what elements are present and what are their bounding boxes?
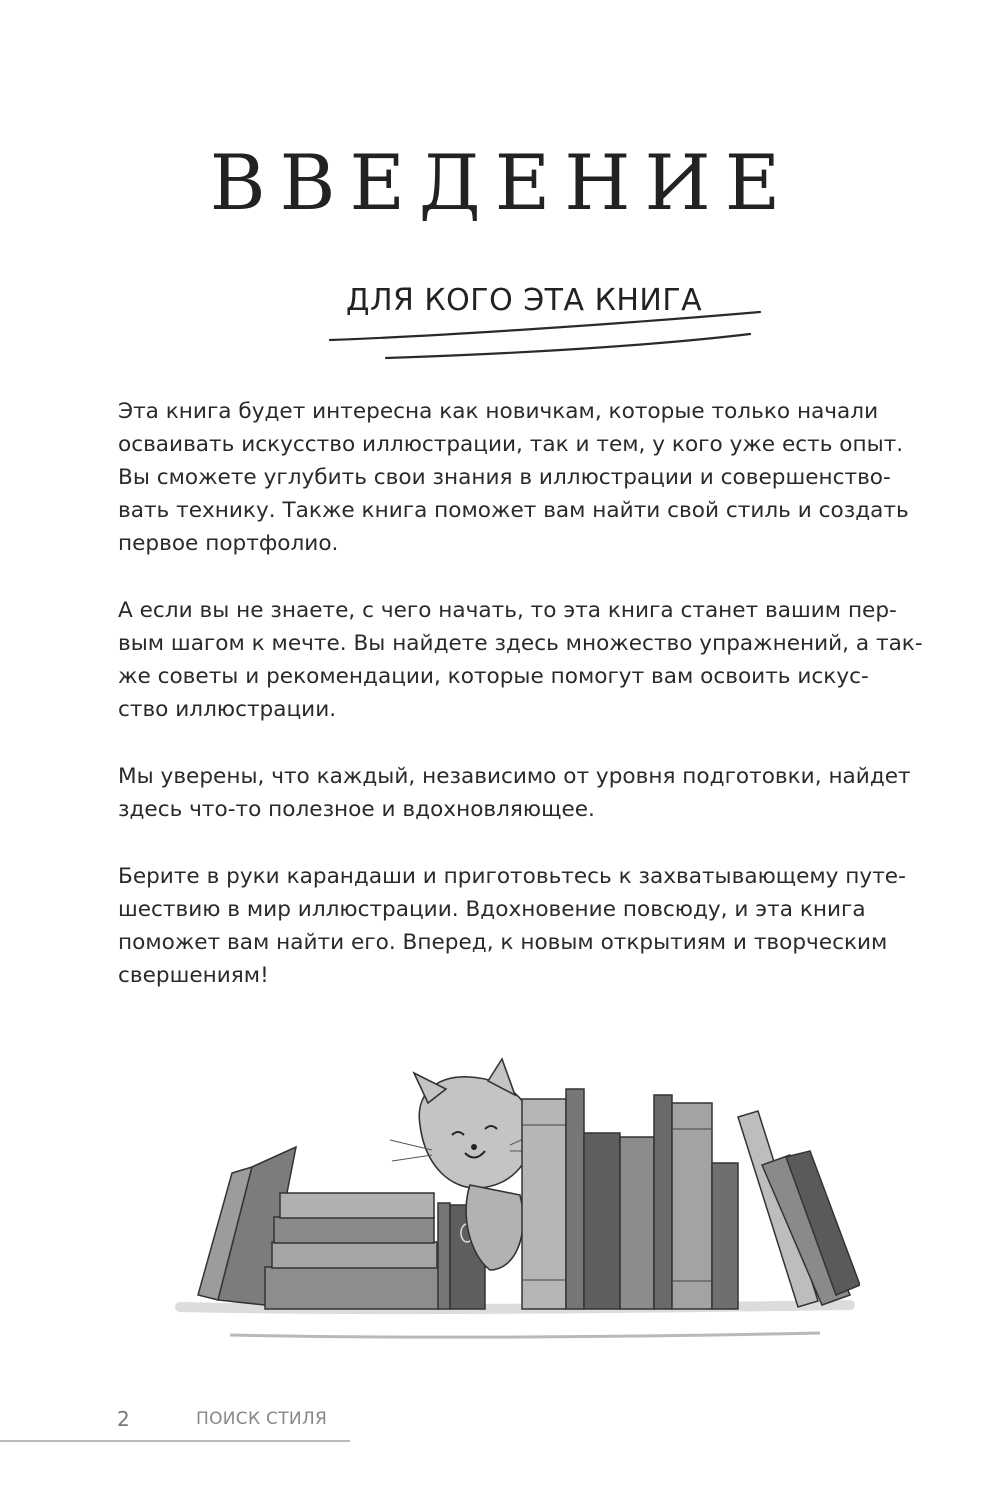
text-line: Мы уверены, что каждый, независимо от уровня подготовки, найдет (118, 764, 911, 789)
text-line: здесь что-то полезное и вдохновляющее. (118, 797, 595, 822)
text-line: А если вы не знаете, с чего начать, то эта книга станет вашим пер- (118, 598, 897, 623)
running-title: ПОИСК СТИЛЯ (196, 1409, 328, 1429)
text-line: осваивать искусство иллюстрации, так и тем, у кого уже есть опыт. (118, 432, 904, 457)
paragraph (118, 395, 940, 560)
text-line: Берите в руки карандаши и приготовьтесь к захватывающему путе- (118, 864, 906, 889)
text-line: свершениям! (118, 963, 269, 988)
paragraph (118, 860, 940, 992)
section-heading: ДЛЯ КОГО ЭТА КНИГА (346, 283, 703, 318)
page-number: 2 (117, 1407, 130, 1431)
text-line: вать технику. Также книга поможет вам найти свой стиль и создать (118, 498, 909, 523)
text-line: вым шагом к мечте. Вы найдете здесь множество упражнений, а так- (118, 631, 923, 656)
body-text (118, 395, 940, 1026)
text-line: ство иллюстрации. (118, 697, 337, 722)
text-line: поможет вам найти его. Вперед, к новым открытиям и творческим (118, 930, 888, 955)
text-line: Вы сможете углубить свои знания в иллюстрации и совершенство- (118, 465, 891, 490)
paragraph (118, 760, 940, 826)
text-line: Эта книга будет интересна как новичкам, которые только начали (118, 399, 879, 424)
chapter-title: ВВЕДЕНИЕ (209, 138, 795, 227)
text-line: же советы и рекомендации, которые помогут вам освоить искус- (118, 664, 869, 689)
cat-bookshelf-illustration (170, 1055, 860, 1345)
text-line: шествию в мир иллюстрации. Вдохновение повсюду, и эта книга (118, 897, 866, 922)
paragraph (118, 594, 940, 726)
heading-underline-decoration (320, 306, 770, 366)
text-line: первое портфолио. (118, 531, 339, 556)
footer-rule-line (0, 1437, 360, 1445)
